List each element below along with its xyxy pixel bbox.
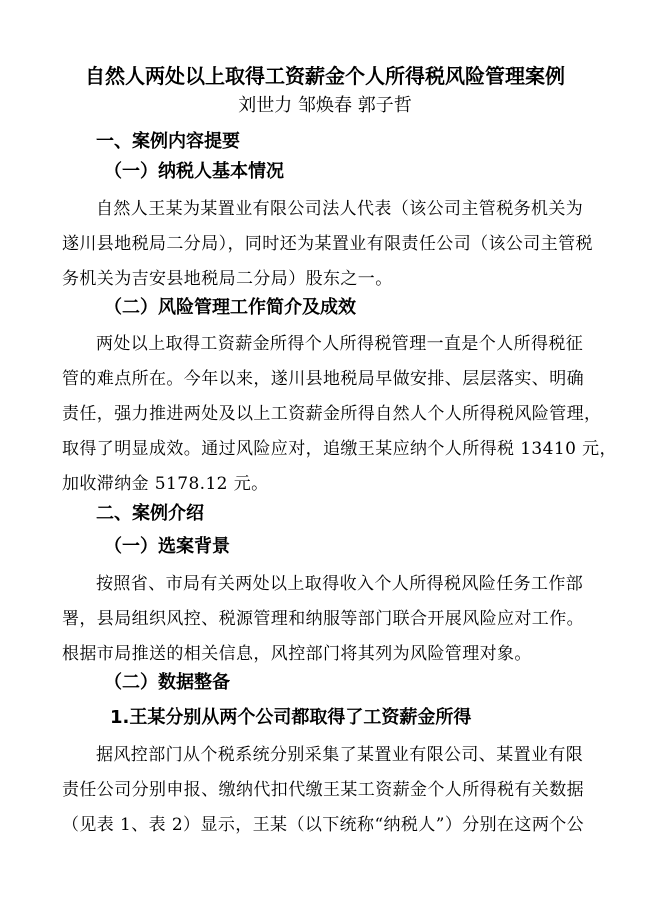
subsection-heading-taxpayer-info: （一）纳税人基本情况 xyxy=(104,161,284,182)
paragraph-line: 务机关为吉安县地税局二分局）股东之一。 xyxy=(62,269,393,289)
paragraph-line: 遂川县地税局二分局），同时还为某置业有限责任公司（该公司主管税 xyxy=(62,234,593,254)
paragraph-data-collection xyxy=(62,738,592,843)
subsection-heading-data-preparation: （二）数据整备 xyxy=(104,672,230,693)
paragraph-line: 据风控部门从个税系统分别采集了某置业有限公司、某置业有限 xyxy=(96,745,584,765)
paragraph-line: 两处以上取得工资薪金所得个人所得税管理一直是个人所得税征 xyxy=(96,334,584,354)
paragraph-line: 责任公司分别申报、缴纳代扣代缴王某工资薪金个人所得税有关数据 xyxy=(62,780,584,800)
paragraph-selection-background xyxy=(62,567,592,672)
paragraph-line: 自然人王某为某置业有限公司法人代表（该公司主管税务机关为 xyxy=(96,199,584,219)
paragraph-line: 责任，强力推进两处及以上工资薪金所得自然人个人所得税风险管理， xyxy=(62,404,602,424)
paragraph-line: 按照省、市局有关两处以上取得收入个人所得税风险任务工作部 xyxy=(96,574,584,594)
paragraph-line: 取得了明显成效。通过风险应对，追缴王某应纳个人所得税 13410 元， xyxy=(62,439,617,459)
paragraph-taxpayer-info xyxy=(62,192,592,297)
subsection-heading-selection-background: （一）选案背景 xyxy=(104,536,230,557)
document-title: 自然人两处以上取得工资薪金个人所得税风险管理案例 xyxy=(85,64,565,88)
document-authors: 刘世力 邹焕春 郭子哲 xyxy=(238,95,412,116)
subsection-heading-risk-management: （二）风险管理工作简介及成效 xyxy=(104,297,356,318)
paragraph-risk-management xyxy=(62,327,617,502)
paragraph-line: 署，县局组织风控、税源管理和纳服等部门联合开展风险应对工作。 xyxy=(62,609,584,629)
item-heading-two-companies-salary: 1.王某分别从两个公司都取得了工资薪金所得 xyxy=(110,707,472,728)
paragraph-line: 加收滞纳金 5178.12 元。 xyxy=(62,474,269,494)
paragraph-line: 根据市局推送的相关信息，风控部门将其列为风险管理对象。 xyxy=(62,644,532,664)
section-heading-case-summary: 一、案例内容提要 xyxy=(96,131,240,152)
paragraph-line: 管的难点所在。今年以来，遂川县地税局早做安排、层层落实、明确 xyxy=(62,369,584,389)
section-heading-case-intro: 二、案例介绍 xyxy=(96,503,204,524)
paragraph-line: （见表 1、表 2）显示，王某（以下统称“纳税人”）分别在这两个公 xyxy=(62,815,585,835)
